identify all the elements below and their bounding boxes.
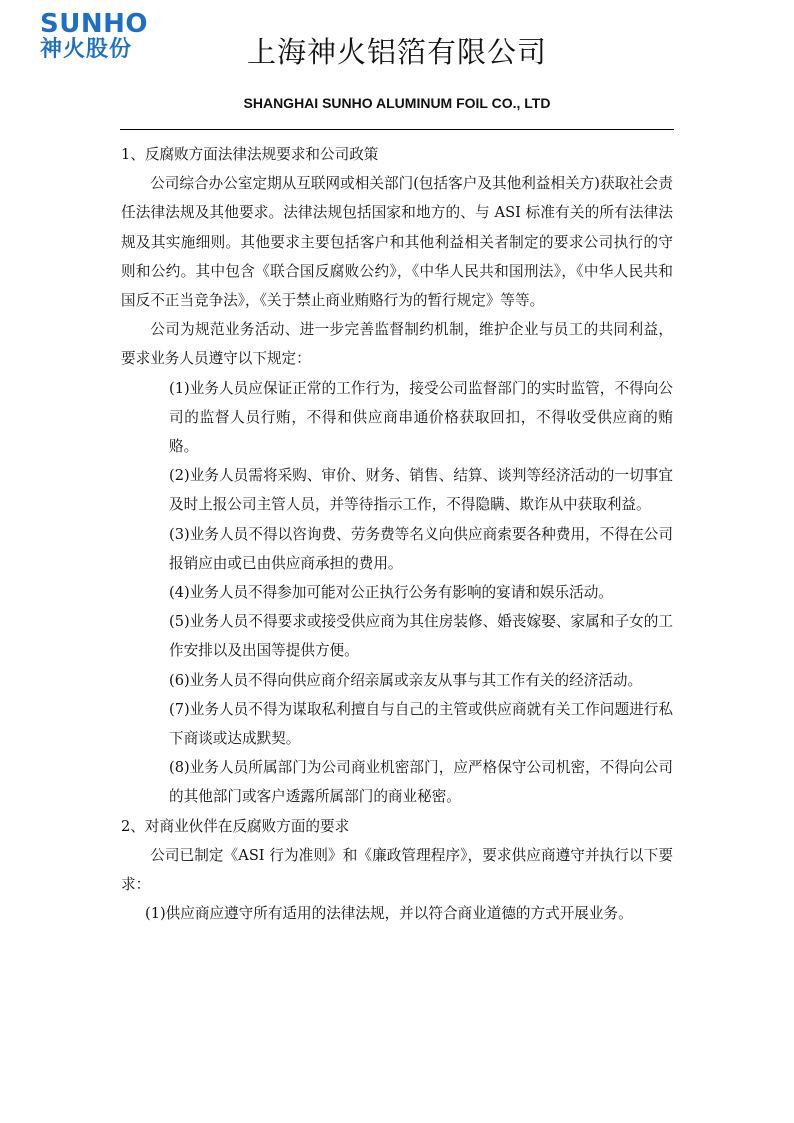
rule-item-1: (1)业务人员应保证正常的工作行为，接受公司监督部门的实时监管，不得向公司的监督人员行贿，不得和供应商串通价格获取回扣，不得收受供应商的贿赂。 bbox=[169, 379, 673, 456]
header-divider bbox=[120, 129, 674, 130]
section-1-paragraph-1: 公司综合办公室定期从互联网或相关部门(包括客户及其他利益相关方)获取社会责任法律法规及其他要求。法律法规包括国家和地方的、与 ASI 标准有关的所有法律法规及其实施细则。其他要求主要包括客户和其他利益相关者制定的要求公司执行的守则和公约。其中包含《联合国反腐败公约》，《中华人民共和国刑法》，《中华人民共和国反不正当竞争法》，《关于禁止商业贿赂行为的暂行规定》等等。 bbox=[121, 175, 673, 310]
section-1-heading: 1、反腐败方面法律法规要求和公司政策 bbox=[121, 146, 379, 163]
rule-item-7: (7)业务人员不得为谋取私利擅自与自己的主管或供应商就有关工作问题进行私下商谈或达成默契。 bbox=[169, 700, 673, 748]
rule-item-5: (5)业务人员不得要求或接受供应商为其住房装修、婚丧嫁娶、家属和子女的工作安排以及出国等提供方便。 bbox=[169, 613, 673, 660]
document-body bbox=[121, 140, 673, 928]
company-name-cn: 上海神火铝箔有限公司 bbox=[246, 35, 547, 69]
section-1-paragraph-2: 公司为规范业务活动、进一步完善监督制约机制，维护企业与员工的共同利益，要求业务人员遵守以下规定： bbox=[121, 321, 673, 368]
section-2-heading: 2、对商业伙伴在反腐败方面的要求 bbox=[121, 817, 350, 835]
rule-item-6: (6)业务人员不得向供应商介绍亲属或亲友从事与其工作有关的经济活动。 bbox=[169, 671, 643, 689]
supplier-item-1: (1)供应商应遵守所有适用的法律法规，并以符合商业道德的方式开展业务。 bbox=[145, 905, 633, 923]
logo-text-cn: 神火股份 bbox=[40, 37, 133, 62]
rule-item-3: (3)业务人员不得以咨询费、劳务费等名义向供应商索要各种费用，不得在公司报销应由或已由供应商承担的费用。 bbox=[169, 525, 673, 572]
logo-text-en: SUNHO bbox=[40, 9, 148, 39]
rule-item-4: (4)业务人员不得参加可能对公正执行公务有影响的宴请和娱乐活动。 bbox=[169, 584, 613, 602]
rule-item-2: (2)业务人员需将采购、审价、财务、销售、结算、谈判等经济活动的一切事宜及时上报公司主管人员，并等待指示工作，不得隐瞒、欺诈从中获取利益。 bbox=[169, 467, 673, 514]
rule-item-8: (8)业务人员所属部门为公司商业机密部门，应严格保守公司机密，不得向公司的其他部门或客户透露所属部门的商业秘密。 bbox=[169, 759, 673, 806]
company-name-en: SHANGHAI SUNHO ALUMINUM FOIL CO., LTD bbox=[243, 95, 551, 111]
section-2-paragraph-1: 公司已制定《ASI 行为准则》和《廉政管理程序》，要求供应商遵守并执行以下要求： bbox=[121, 846, 673, 894]
